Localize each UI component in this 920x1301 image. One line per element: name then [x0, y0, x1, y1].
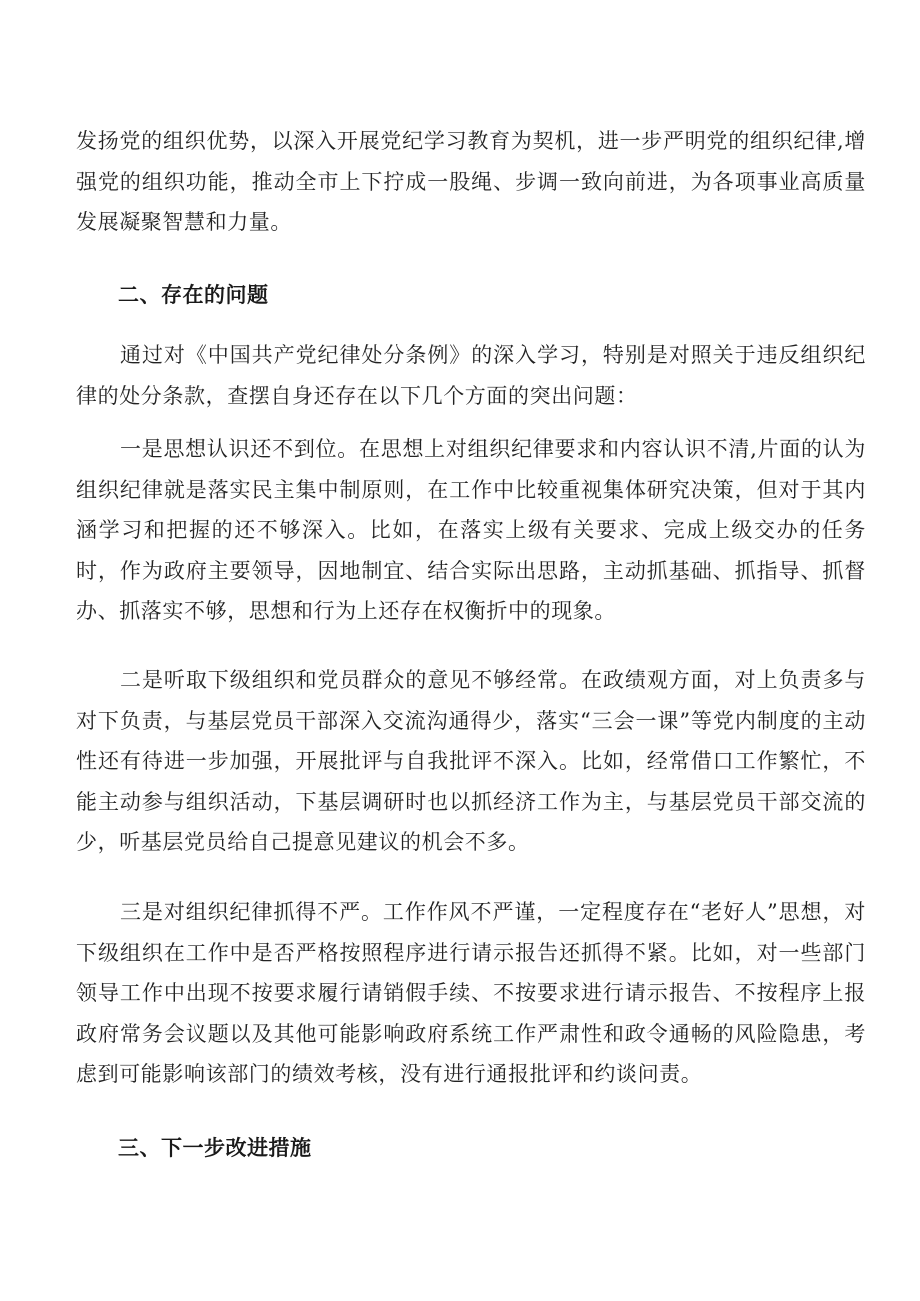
paragraph-intro-continued: 发扬党的组织优势，以深入开展党纪学习教育为契机，进一步严明党的组织纪律,增强党的组织功能，推动全市上下拧成一股绳、步调一致向前进，为各项事业高质量发展凝聚智慧和力量。: [76, 129, 866, 234]
section-heading-existing-problems: 二、存在的问题: [118, 283, 269, 307]
paragraph-problems-intro: 通过对《中国共产党纪律处分条例》的深入学习，特别是对照关于违反组织纪律的处分条款，查摆自身还存在以下几个方面的突出问题：: [76, 343, 866, 408]
section-heading-next-steps: 三、下一步改进措施: [118, 1136, 312, 1160]
paragraph-problem-three: 三是对组织纪律抓得不严。工作作风不严谨，一定程度存在“老好人”思想，对下级组织在工作中是否严格按照程序进行请示报告还抓得不紧。比如，对一些部门领导工作中出现不按要求履行请销假手续、不按要求进行请示报告、不按程序上报政府常务会议题以及其他可能影响政府系统工作严肃性和政令通畅的风险隐患，考虑到可能影响该部门的绩效考核，没有进行通报批评和约谈问责。: [76, 900, 866, 1086]
paragraph-problem-two: 二是听取下级组织和党员群众的意见不够经常。在政绩观方面，对上负责多与对下负责，与基层党员干部深入交流沟通得少，落实“三会一课”等党内制度的主动性还有待进一步加强，开展批评与自我批评不深入。比如，经常借口工作繁忙，不能主动参与组织活动，下基层调研时也以抓经济工作为主，与基层党员干部交流的少，听基层党员给自己提意见建议的机会不多。: [76, 668, 866, 854]
paragraph-problem-one: 一是思想认识还不到位。在思想上对组织纪律要求和内容认识不清,片面的认为组织纪律就是落实民主集中制原则，在工作中比较重视集体研究决策，但对于其内涵学习和把握的还不够深入。比如，在落实上级有关要求、完成上级交办的任务时，作为政府主要领导，因地制宜、结合实际出思路，主动抓基础、抓指导、抓督办、抓落实不够，思想和行为上还存在权衡折中的现象。: [76, 437, 866, 623]
